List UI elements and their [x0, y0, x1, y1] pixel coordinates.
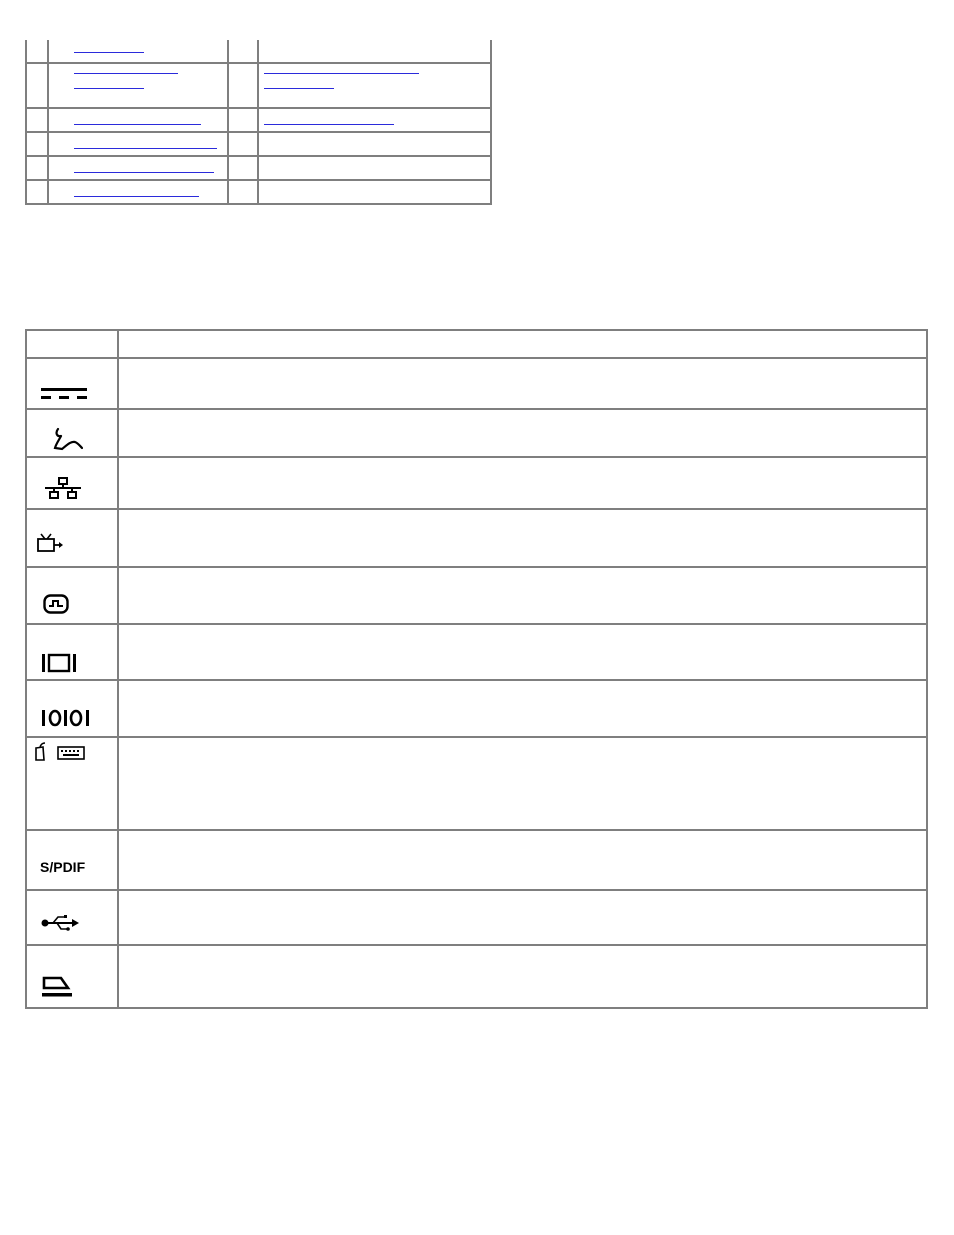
- table-row: [26, 624, 927, 680]
- link[interactable]: [74, 123, 201, 125]
- table-row: [26, 567, 927, 624]
- icon-cell: [26, 680, 118, 737]
- table-row: [26, 680, 927, 737]
- table-cell: [26, 132, 48, 156]
- link[interactable]: [74, 147, 217, 149]
- serial-port-icon: [41, 709, 93, 727]
- header-cell: [26, 330, 118, 358]
- tv-out-icon: [37, 533, 63, 553]
- links-table: [25, 40, 492, 205]
- table-cell: [228, 132, 258, 156]
- icon-cell: [26, 624, 118, 680]
- table-cell: [258, 108, 491, 132]
- table-cell: [26, 180, 48, 204]
- link[interactable]: [264, 123, 394, 125]
- table-cell: [48, 108, 228, 132]
- table-cell: [258, 180, 491, 204]
- table-row: [26, 509, 927, 567]
- table-cell: [258, 156, 491, 180]
- table-header-row: [26, 330, 927, 358]
- table-cell: [26, 156, 48, 180]
- table-row: [26, 409, 927, 457]
- link[interactable]: [74, 72, 178, 74]
- description-cell: [118, 830, 927, 890]
- table-cell: [228, 63, 258, 108]
- link[interactable]: [74, 171, 214, 173]
- table-row: [26, 737, 927, 830]
- table-row: [26, 890, 927, 945]
- icon-cell: [26, 890, 118, 945]
- table-cell: [228, 108, 258, 132]
- description-cell: [118, 890, 927, 945]
- usb-icon: [41, 915, 79, 931]
- table-row: [26, 945, 927, 1008]
- table-row: [26, 63, 491, 108]
- table-cell: [228, 180, 258, 204]
- table-cell: [48, 40, 228, 63]
- description-cell: [118, 358, 927, 409]
- modem-phone-icon: [53, 427, 83, 451]
- icon-cell: [26, 567, 118, 624]
- table-row: [26, 830, 927, 890]
- link[interactable]: [264, 87, 334, 89]
- table-cell: [48, 156, 228, 180]
- spdif-icon: S/PDIF: [40, 859, 86, 875]
- description-cell: [118, 945, 927, 1008]
- table-row: [26, 180, 491, 204]
- table-cell: [258, 132, 491, 156]
- table-cell: [26, 40, 48, 63]
- table-row: [26, 40, 491, 63]
- table-row: [26, 132, 491, 156]
- description-cell: [118, 457, 927, 509]
- table-row: [26, 358, 927, 409]
- description-cell: [118, 624, 927, 680]
- connector-table: [25, 329, 928, 1009]
- table-cell: [48, 180, 228, 204]
- network-icon: [45, 477, 81, 501]
- link[interactable]: [74, 195, 199, 197]
- parallel-printer-icon: [41, 976, 73, 998]
- table-row: [26, 457, 927, 509]
- header-cell: [118, 330, 927, 358]
- icon-cell: [26, 409, 118, 457]
- table-cell: [228, 40, 258, 63]
- link[interactable]: [264, 72, 419, 74]
- icon-cell: [26, 358, 118, 409]
- icon-cell: [26, 457, 118, 509]
- link[interactable]: [74, 87, 144, 89]
- audio-wave-icon: [43, 594, 69, 614]
- table-row: [26, 108, 491, 132]
- description-cell: [118, 409, 927, 457]
- icon-cell: [26, 830, 118, 890]
- keyboard-icon: [57, 746, 85, 760]
- description-cell: [118, 737, 927, 830]
- mouse-icon: [33, 742, 47, 762]
- table-cell: [48, 63, 228, 108]
- description-cell: [118, 567, 927, 624]
- dc-power-icon: [41, 388, 87, 400]
- description-cell: [118, 680, 927, 737]
- table-cell: [26, 108, 48, 132]
- table-cell: [258, 63, 491, 108]
- table-cell: [228, 156, 258, 180]
- icon-cell: [26, 509, 118, 567]
- icon-cell: [26, 945, 118, 1008]
- icon-cell: [26, 737, 118, 830]
- video-monitor-icon: [41, 653, 77, 673]
- table-cell: [26, 63, 48, 108]
- description-cell: [118, 509, 927, 567]
- table-row: [26, 156, 491, 180]
- table-cell: [48, 132, 228, 156]
- table-cell: [258, 40, 491, 63]
- link[interactable]: [74, 42, 144, 53]
